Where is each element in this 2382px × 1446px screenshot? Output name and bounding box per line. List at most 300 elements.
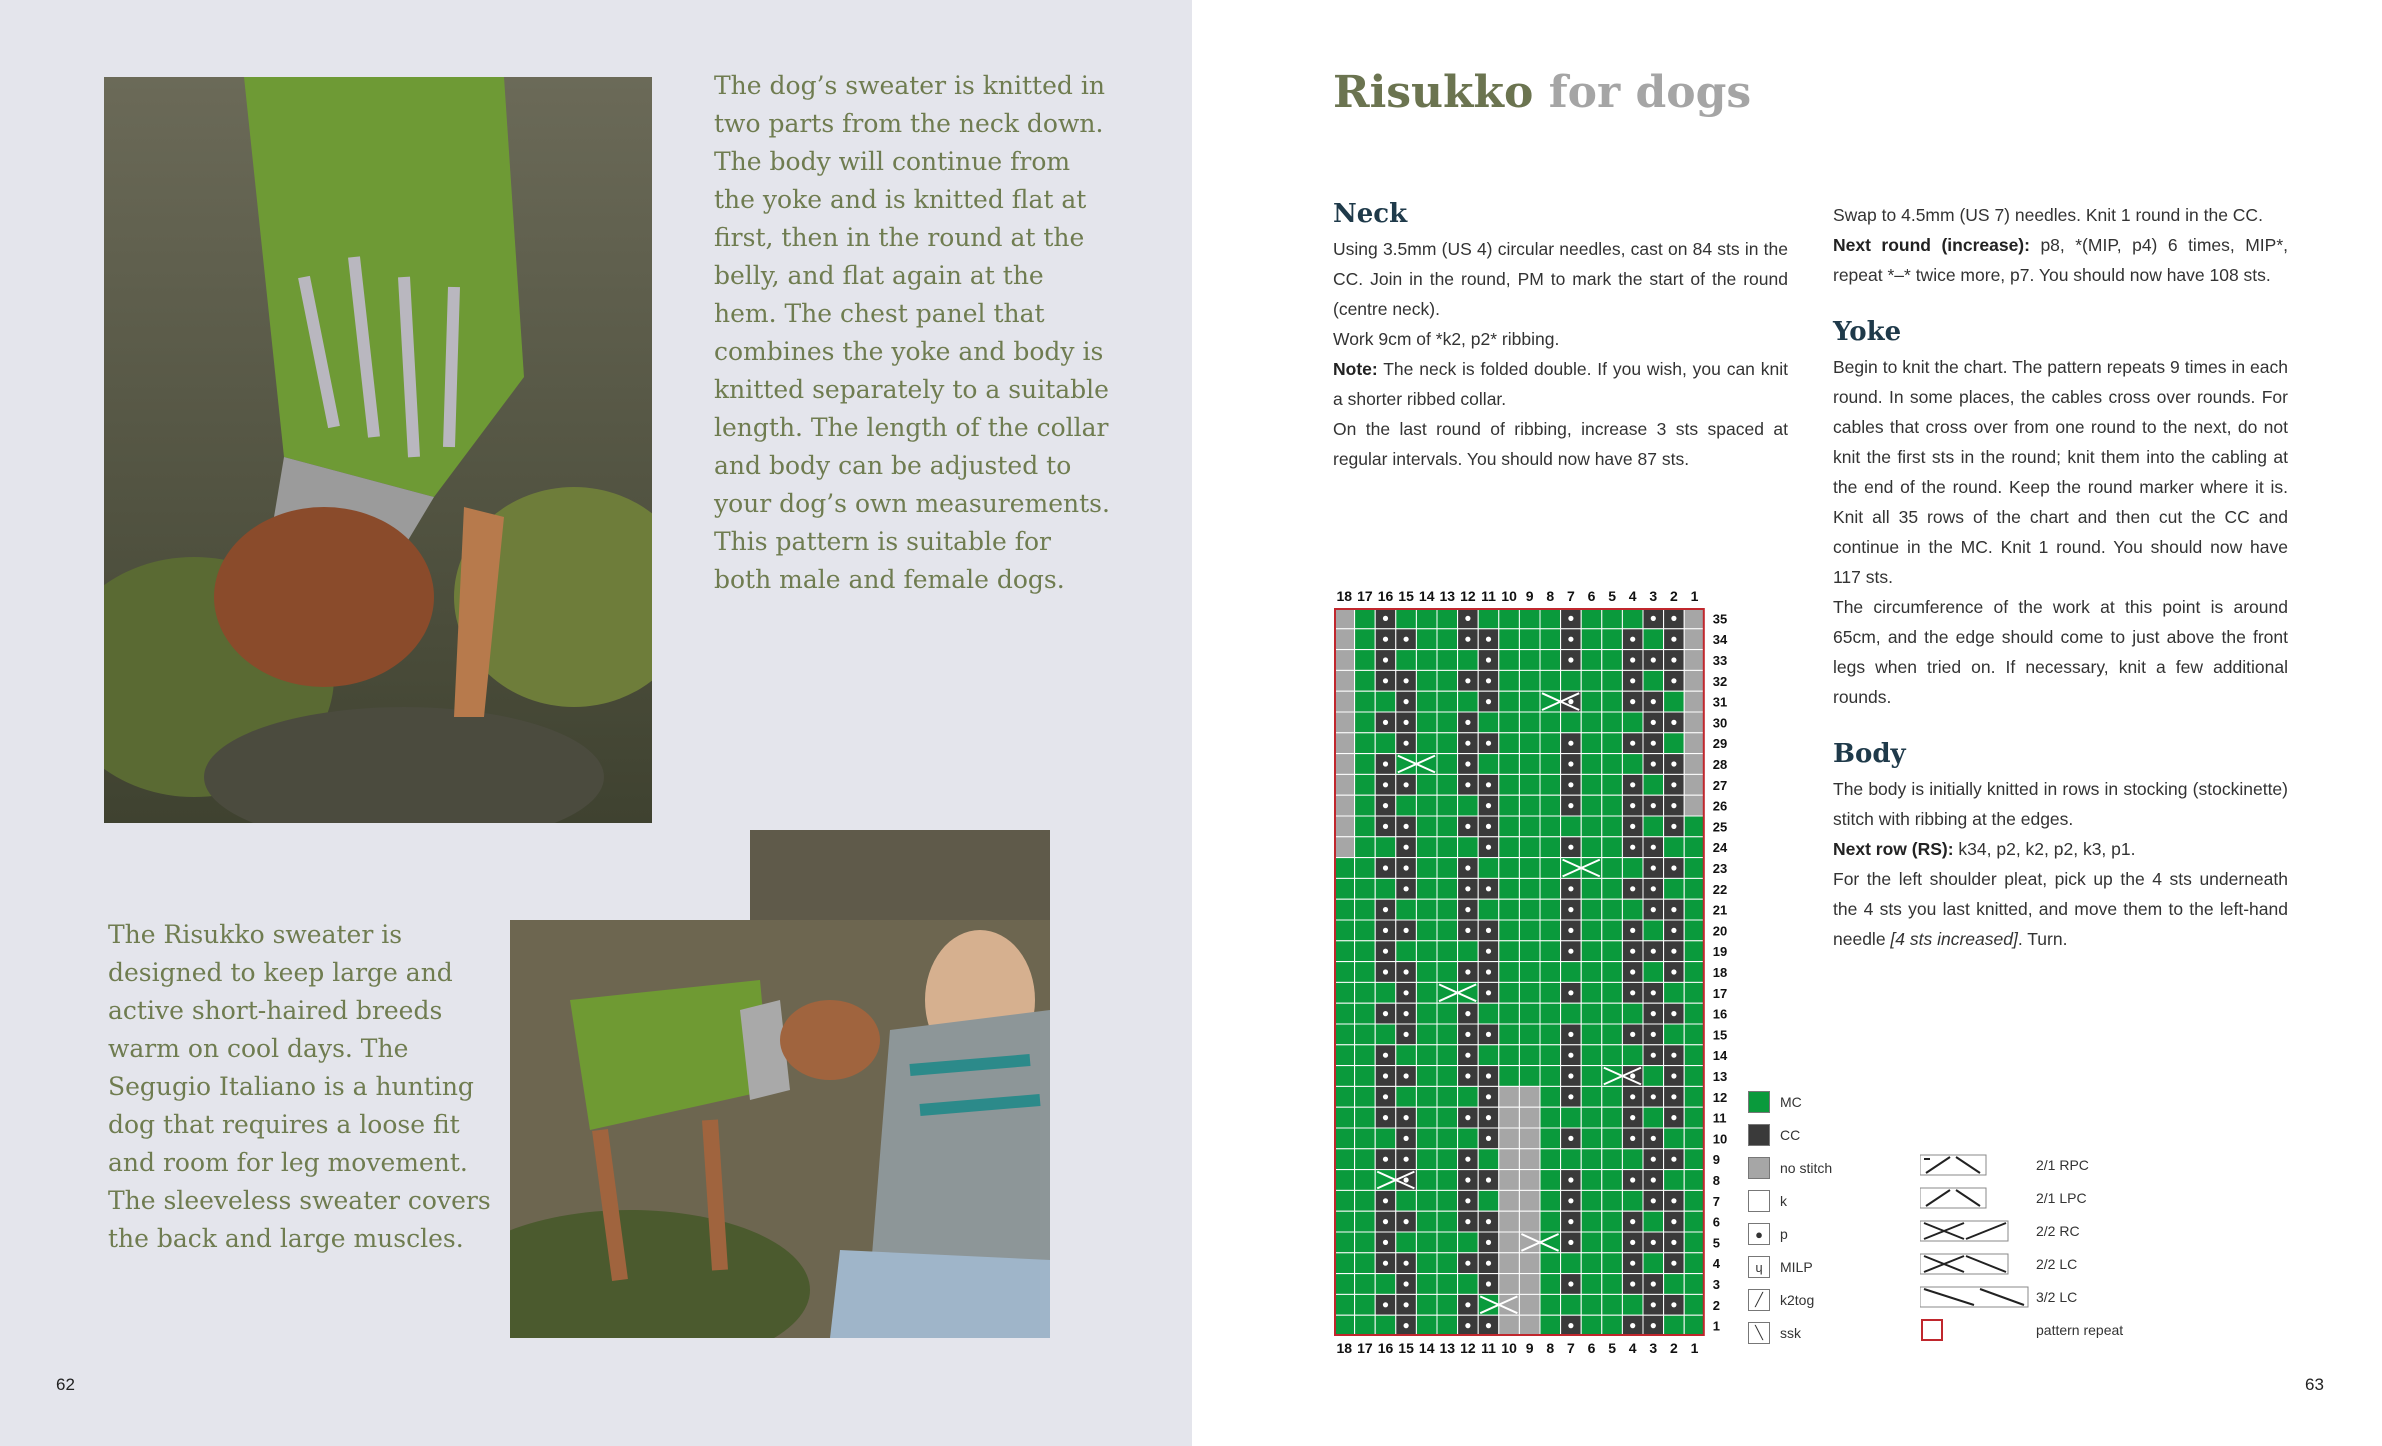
purl-dot-mark (1568, 1281, 1573, 1286)
column-label: 5 (1608, 588, 1616, 604)
chart-cell (1602, 691, 1623, 712)
purl-dot-mark (1383, 928, 1388, 933)
chart-cell (1684, 920, 1705, 941)
chart-cell (1684, 774, 1705, 795)
chart-cell (1540, 733, 1561, 754)
purl-dot-mark (1404, 637, 1409, 642)
chart-cell (1416, 858, 1437, 879)
purl-dot-mark (1568, 907, 1573, 912)
column-label: 13 (1439, 588, 1456, 604)
chart-cell (1334, 816, 1355, 837)
rpc-cable-icon (1924, 1157, 1980, 1173)
purl-dot-mark (1383, 1115, 1388, 1120)
chart-cell (1519, 712, 1540, 733)
neck-p3: On the last round of ribbing, increase 3 sts spaced at regular intervals. You should now have 87 sts. (1333, 419, 1788, 469)
chart-cell (1581, 1211, 1602, 1232)
chart-cell (1416, 670, 1437, 691)
chart-cell (1416, 795, 1437, 816)
chart-cell (1684, 858, 1705, 879)
column-label: 14 (1418, 1340, 1435, 1356)
chart-cell (1519, 670, 1540, 691)
purl-dot-mark (1465, 1053, 1470, 1058)
chart-cell (1478, 1149, 1499, 1170)
chart-cell (1602, 1003, 1623, 1024)
chart-cell (1684, 670, 1705, 691)
purl-dot-mark (1568, 657, 1573, 662)
purl-dot-mark (1671, 928, 1676, 933)
chart-cell (1416, 650, 1437, 671)
legend-lc32: 3/2 LC (2036, 1289, 2078, 1305)
chart-cell (1540, 1170, 1561, 1191)
purl-dot-mark (1630, 1094, 1635, 1099)
chart-cell (1519, 1315, 1540, 1336)
chart-cell (1437, 816, 1458, 837)
row-label: 4 (1712, 1256, 1721, 1272)
chart-cell (1334, 837, 1355, 858)
purl-dot-mark (1383, 1302, 1388, 1307)
chart-cell (1540, 608, 1561, 629)
purl-dot-mark (1630, 803, 1635, 808)
chart-cell (1581, 608, 1602, 629)
purl-dot-mark (1404, 1115, 1409, 1120)
chart-cell (1499, 754, 1520, 775)
chart-cell (1396, 795, 1417, 816)
neck-p1: Using 3.5mm (US 4) circular needles, cast on 84 sts in the CC. Join in the round, PM to mark the start of the round (centre neck). (1333, 239, 1788, 319)
chart-cell (1355, 1211, 1376, 1232)
chart-cell (1334, 1149, 1355, 1170)
chart-cell (1499, 816, 1520, 837)
chart-cell (1334, 858, 1355, 879)
purl-dot-mark (1630, 969, 1635, 974)
purl-dot-mark (1651, 845, 1656, 850)
chart-cell (1581, 795, 1602, 816)
chart-cell (1561, 1294, 1582, 1315)
chart-cell (1602, 816, 1623, 837)
purl-dot-mark (1383, 865, 1388, 870)
chart-cell (1581, 774, 1602, 795)
purl-dot-mark (1651, 1032, 1656, 1037)
body-p1: The body is initially knitted in rows in stocking (stockinette) stitch with ribbing at the edges. (1833, 779, 2288, 829)
chart-cell (1519, 920, 1540, 941)
chart-cell (1622, 1149, 1643, 1170)
purl-dot-mark (1671, 1261, 1676, 1266)
column-label: 11 (1481, 588, 1496, 604)
chart-cell (1355, 691, 1376, 712)
chart-cell (1684, 712, 1705, 733)
chart-cell (1622, 754, 1643, 775)
purl-dot-mark (1630, 886, 1635, 891)
chart-svg (1330, 584, 1750, 1364)
chart-cell (1355, 816, 1376, 837)
chart-cell (1581, 962, 1602, 983)
purl-dot-mark (1486, 824, 1491, 829)
chart-cell (1602, 1253, 1623, 1274)
chart-cell (1581, 920, 1602, 941)
chart-cell (1519, 691, 1540, 712)
chart-cell (1684, 1274, 1705, 1295)
chart-cell (1355, 754, 1376, 775)
rc-cable-icon (1924, 1223, 2006, 1239)
purl-dot-mark (1630, 1261, 1635, 1266)
chart-cell (1602, 982, 1623, 1003)
purl-dot-mark (1404, 928, 1409, 933)
purl-dot-mark (1383, 761, 1388, 766)
chart-cell (1334, 1086, 1355, 1107)
chart-cell (1622, 1003, 1643, 1024)
purl-dot-mark (1630, 1281, 1635, 1286)
chart-cell (1416, 899, 1437, 920)
yoke-heading: Yoke (1833, 317, 1902, 347)
chart-cell (1416, 774, 1437, 795)
purl-dot-mark (1568, 1094, 1573, 1099)
chart-cell (1437, 1086, 1458, 1107)
purl-dot-mark (1630, 657, 1635, 662)
chart-cell (1499, 899, 1520, 920)
ssk-backslash-icon: ╲ (1748, 1322, 1770, 1344)
chart-cell (1581, 1190, 1602, 1211)
chart-cell (1581, 837, 1602, 858)
chart-cell (1375, 982, 1396, 1003)
chart-cell (1684, 1128, 1705, 1149)
chart-cell (1602, 712, 1623, 733)
chart-cell (1437, 1315, 1458, 1336)
chart-cell (1334, 1128, 1355, 1149)
purl-dot-mark (1651, 865, 1656, 870)
chart-cell (1684, 1253, 1705, 1274)
purl-dot-mark (1383, 1157, 1388, 1162)
purl-dot-mark (1383, 616, 1388, 621)
chart-cell (1602, 920, 1623, 941)
chart-cell (1684, 691, 1705, 712)
chart-cell (1540, 754, 1561, 775)
purl-dot-mark (1568, 741, 1573, 746)
column-label: 3 (1649, 1340, 1658, 1356)
chart-cell (1499, 1149, 1520, 1170)
purl-dot-mark (1383, 678, 1388, 683)
chart-cell (1581, 1232, 1602, 1253)
purl-dot-mark (1486, 741, 1491, 746)
neck-heading: Neck (1333, 199, 1408, 229)
legend-p: ● p (1748, 1222, 1788, 1246)
purl-dot-mark (1568, 1240, 1573, 1245)
chart-cell (1602, 1128, 1623, 1149)
chart-cell (1602, 754, 1623, 775)
chart-cell (1519, 1128, 1540, 1149)
row-label: 27 (1712, 777, 1728, 793)
purl-dot-mark (1465, 1177, 1470, 1182)
purl-dot-mark (1404, 886, 1409, 891)
purl-dot-mark (1630, 678, 1635, 683)
chart-cell (1602, 1274, 1623, 1295)
chart-cell (1334, 733, 1355, 754)
purl-dot-mark (1383, 1073, 1388, 1078)
chart-cell (1334, 608, 1355, 629)
cc-swatch-icon (1748, 1124, 1770, 1146)
purl-dot-mark (1465, 1323, 1470, 1328)
column-label: 16 (1377, 1340, 1394, 1356)
purl-dot-mark (1465, 928, 1470, 933)
chart-cell (1416, 920, 1437, 941)
chart-cell (1334, 650, 1355, 671)
chart-cell (1622, 858, 1643, 879)
chart-cell (1581, 816, 1602, 837)
legend-k2tog: ╱ k2tog (1748, 1288, 1814, 1312)
row-label: 8 (1712, 1173, 1721, 1188)
chart-cell (1643, 629, 1664, 650)
purl-dot-mark (1465, 1198, 1470, 1203)
purl-dot-mark (1630, 824, 1635, 829)
chart-cell (1581, 754, 1602, 775)
purl-dot-mark (1465, 720, 1470, 725)
chart-cell (1478, 754, 1499, 775)
chart-cell (1437, 1066, 1458, 1087)
chart-cell (1664, 1128, 1685, 1149)
purl-dot-mark (1651, 699, 1656, 704)
chart-cell (1581, 1086, 1602, 1107)
chart-cell (1499, 941, 1520, 962)
row-label: 10 (1712, 1131, 1728, 1147)
row-label: 9 (1712, 1152, 1721, 1168)
chart-cell (1643, 774, 1664, 795)
chart-cell (1561, 1253, 1582, 1274)
purl-dot-mark (1404, 1281, 1409, 1286)
chart-cell (1499, 1066, 1520, 1087)
chart-cell (1458, 1086, 1479, 1107)
row-label: 14 (1712, 1048, 1728, 1064)
row-label: 35 (1712, 611, 1728, 627)
purl-dot-mark (1671, 803, 1676, 808)
purl-dot-mark (1671, 907, 1676, 912)
chart-cell (1540, 837, 1561, 858)
row-label: 3 (1712, 1277, 1721, 1292)
purl-dot-mark (1383, 969, 1388, 974)
chart-cell (1540, 858, 1561, 879)
purl-dot-mark (1671, 782, 1676, 787)
chart-cell (1437, 1024, 1458, 1045)
purl-dot-mark (1651, 616, 1656, 621)
chart-cell (1519, 1190, 1540, 1211)
column-label: 9 (1525, 1340, 1534, 1356)
column-label: 12 (1460, 1340, 1476, 1356)
chart-cell (1437, 1294, 1458, 1315)
column-label: 14 (1418, 588, 1435, 604)
chart-cell (1519, 1066, 1540, 1087)
purl-dot-mark (1630, 1115, 1635, 1120)
purl-dot-mark (1630, 782, 1635, 787)
chart-cell (1643, 920, 1664, 941)
chart-cell (1375, 1128, 1396, 1149)
chart-cell (1684, 754, 1705, 775)
chart-cell (1602, 1211, 1623, 1232)
chart-cell (1602, 1232, 1623, 1253)
chart-cell (1581, 691, 1602, 712)
chart-cell (1355, 774, 1376, 795)
yoke-p1: Begin to knit the chart. The pattern repeats 9 times in each round. In some places, the cables cross over rounds. For cables that cross over from one round to the next, do not knit the first sts in the round; knit them into the cabling at the end of the round. Keep the round marker where it is. Knit all 35 rows of the chart and then cut the CC and continue in the MC. Knit 1 round. You should now have 117 sts. (1833, 357, 2288, 587)
purl-dot-mark (1486, 1281, 1491, 1286)
purl-dot-mark (1465, 1261, 1470, 1266)
purl-dot-mark (1404, 969, 1409, 974)
chart-cell (1499, 982, 1520, 1003)
purl-dot-mark (1671, 949, 1676, 954)
chart-cell (1416, 982, 1437, 1003)
chart-cell (1519, 650, 1540, 671)
page-number-left: 62 (56, 1375, 75, 1394)
chart-cell (1519, 1149, 1540, 1170)
chart-cell (1499, 795, 1520, 816)
purl-dot-mark (1486, 886, 1491, 891)
chart-cell (1355, 962, 1376, 983)
purl-dot-mark (1651, 1323, 1656, 1328)
chart-cell (1396, 899, 1417, 920)
chart-cell (1664, 878, 1685, 899)
chart-cell (1437, 1232, 1458, 1253)
title-main: Risukko (1333, 67, 1534, 118)
chart-cell (1416, 878, 1437, 899)
legend-right (1920, 1153, 2160, 1343)
purl-dot-mark (1671, 678, 1676, 683)
chart-cell (1684, 1232, 1705, 1253)
chart-cell (1622, 899, 1643, 920)
dog-sweater-closeup-photo (104, 77, 652, 823)
chart-cell (1355, 670, 1376, 691)
chart-cell (1581, 1045, 1602, 1066)
chart-cell (1684, 608, 1705, 629)
chart-cell (1375, 1315, 1396, 1336)
chart-cell (1416, 691, 1437, 712)
purl-dot-mark (1568, 1177, 1573, 1182)
purl-dot-mark (1630, 1032, 1635, 1037)
purl-dot-mark (1465, 1032, 1470, 1037)
chart-cell (1622, 712, 1643, 733)
chart-cell (1478, 608, 1499, 629)
chart-cell (1684, 1045, 1705, 1066)
chart-cell (1561, 670, 1582, 691)
purl-dot-mark (1486, 1073, 1491, 1078)
chart-cell (1396, 1086, 1417, 1107)
purl-dot-mark (1486, 1261, 1491, 1266)
chart-cell (1622, 1190, 1643, 1211)
chart-cell (1581, 1294, 1602, 1315)
chart-cell (1540, 1086, 1561, 1107)
chart-cell (1602, 1170, 1623, 1191)
row-label: 19 (1712, 944, 1728, 960)
chart-cell (1396, 941, 1417, 962)
chart-cell (1355, 837, 1376, 858)
chart-cell (1478, 1190, 1499, 1211)
purl-dot-mark (1383, 824, 1388, 829)
purl-dot-mark (1383, 720, 1388, 725)
chart-cell (1334, 1003, 1355, 1024)
chart-cell (1416, 1024, 1437, 1045)
chart-cell (1602, 670, 1623, 691)
column-label: 6 (1587, 588, 1596, 604)
purl-dot-mark (1383, 782, 1388, 787)
chart-cell (1355, 608, 1376, 629)
chart-cell (1355, 899, 1376, 920)
chart-cell (1684, 1066, 1705, 1087)
col2-p1: Swap to 4.5mm (US 7) needles. Knit 1 round in the CC. (1833, 205, 2263, 225)
chart-cell (1540, 920, 1561, 941)
chart-cell (1437, 837, 1458, 858)
purl-dot-mark (1671, 1240, 1676, 1245)
chart-cell (1684, 1003, 1705, 1024)
chart-cell (1478, 712, 1499, 733)
purl-dot-mark (1568, 699, 1573, 704)
chart-cell (1375, 1024, 1396, 1045)
chart-cell (1355, 1315, 1376, 1336)
chart-cell (1437, 920, 1458, 941)
row-label: 15 (1712, 1027, 1728, 1043)
purl-dot-mark (1486, 990, 1491, 995)
column-label: 2 (1670, 1340, 1678, 1356)
chart-cell (1540, 1253, 1561, 1274)
purl-dot-mark (1671, 761, 1676, 766)
purl-dot-mark (1651, 1240, 1656, 1245)
lc-cable-icon (1924, 1256, 2006, 1272)
chart-cell (1684, 1190, 1705, 1211)
legend-repeat: pattern repeat (2036, 1322, 2124, 1338)
purl-dot-mark (1404, 1302, 1409, 1307)
chart-cell (1540, 650, 1561, 671)
purl-dot-mark (1568, 616, 1573, 621)
chart-cell (1540, 982, 1561, 1003)
chart-cell (1437, 878, 1458, 899)
column-label: 7 (1567, 1340, 1575, 1356)
chart-cell (1499, 837, 1520, 858)
chart-cell (1602, 733, 1623, 754)
chart-cell (1540, 629, 1561, 650)
purl-dot-mark (1630, 637, 1635, 642)
purl-dot-mark (1383, 1053, 1388, 1058)
chart-cell (1581, 733, 1602, 754)
chart-cell (1540, 941, 1561, 962)
k2tog-slash-icon: ╱ (1748, 1289, 1770, 1311)
purl-dot-mark (1651, 720, 1656, 725)
chart-cell (1478, 1045, 1499, 1066)
chart-cell (1561, 816, 1582, 837)
chart-cell (1355, 1086, 1376, 1107)
chart-cell (1355, 1253, 1376, 1274)
chart-cell (1602, 1024, 1623, 1045)
chart-cell (1602, 1294, 1623, 1315)
chart-cell (1437, 691, 1458, 712)
chart-cell (1561, 1149, 1582, 1170)
chart-cell (1416, 837, 1437, 858)
column-label: 1 (1690, 588, 1699, 604)
purl-dot-mark (1486, 803, 1491, 808)
yoke-body-column (1833, 200, 2288, 954)
chart-cell (1519, 982, 1540, 1003)
column-label: 6 (1587, 1340, 1596, 1356)
purl-dot-mark (1486, 678, 1491, 683)
chart-cell (1684, 733, 1705, 754)
chart-cell (1355, 1190, 1376, 1211)
chart-cell (1396, 1190, 1417, 1211)
chart-cell (1540, 774, 1561, 795)
purl-dot-mark (1568, 637, 1573, 642)
chart-cell (1684, 1107, 1705, 1128)
chart-cell (1334, 982, 1355, 1003)
chart-cell (1499, 1170, 1520, 1191)
purl-dot-mark (1383, 1198, 1388, 1203)
purl-dot-mark (1568, 990, 1573, 995)
chart-cell (1519, 837, 1540, 858)
chart-cell (1602, 837, 1623, 858)
chart-cell (1416, 1315, 1437, 1336)
purl-dot-mark (1404, 990, 1409, 995)
row-label: 5 (1712, 1235, 1721, 1251)
chart-cell (1684, 650, 1705, 671)
